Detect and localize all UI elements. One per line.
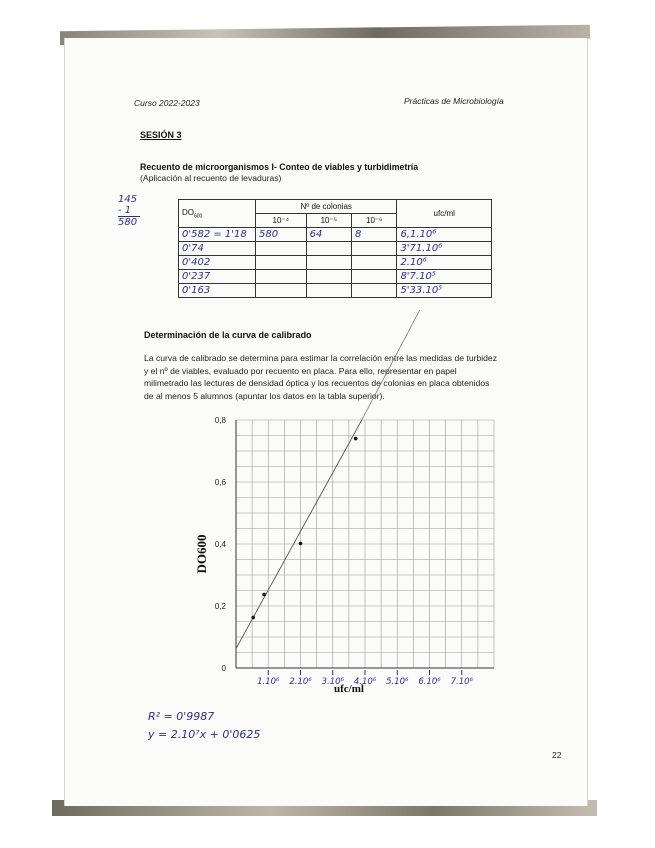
fit-line-extension (362, 310, 420, 420)
do-cell: 0'237 (179, 270, 256, 284)
paragraph-line: y el nº de viables, evaluado por recuento en placa. Para ello, representar en papel (144, 365, 457, 376)
ufc-cell: 5'33.10⁵ (397, 284, 492, 298)
paragraph-line: de al menos 5 alumnos (apuntar los datos en la tabla superior). (144, 390, 385, 401)
do-header-sub: 600 (194, 213, 203, 220)
ufc-cell: 3'71.10⁶ (397, 242, 492, 256)
dilution-header: 10⁻⁴ (256, 214, 307, 228)
fit-line (236, 420, 362, 649)
section1-subtitle: (Aplicación al recuento de levaduras) (140, 173, 282, 183)
data-point (262, 593, 266, 597)
y-tick-label: 0,2 (214, 602, 226, 611)
margin-note-line: - 1 (118, 205, 140, 217)
x-tick-label: 1.10⁶ (257, 677, 280, 687)
dilution-header: 10⁻⁵ (306, 214, 351, 228)
count-cell: 8 (352, 228, 397, 242)
margin-note-line: 145 (118, 194, 138, 205)
do-header-label: DO (182, 207, 194, 217)
x-tick-label: 3.10⁶ (321, 677, 344, 687)
ufc-cell: 8'7.10⁵ (397, 270, 492, 284)
do-cell: 0'402 (179, 256, 256, 270)
y-tick-label: 0 (221, 664, 226, 673)
y-axis-label: DO600 (194, 534, 209, 574)
do-cell: 0'163 (179, 284, 256, 298)
ufc-header: ufc/ml (397, 200, 492, 228)
dilution-header: 10⁻⁶ (352, 214, 397, 228)
section2-title: Determinación de la curva de calibrado (144, 330, 312, 340)
x-tick-label: 2.10⁶ (289, 677, 312, 687)
page-number: 22 (552, 750, 562, 760)
colonies-header: Nº de colonias (256, 200, 397, 214)
x-tick-label: 5.10⁶ (386, 677, 409, 687)
session-title: SESIÓN 3 (140, 130, 182, 140)
paragraph-line: milimetrado las lecturas de densidad óptica y los recuentos de colonias en placa obtenidos (144, 378, 490, 388)
count-cell: 64 (306, 228, 351, 242)
data-point (299, 542, 303, 546)
count-cell: 580 (256, 228, 307, 242)
subject-header: Prácticas de Microbiología (404, 96, 504, 106)
data-point (251, 616, 255, 620)
r2-note: R² = 0'9987 (148, 710, 215, 723)
do-cell: 0'582 = 1'18 (179, 228, 256, 242)
y-tick-label: 0,8 (214, 416, 226, 425)
x-tick-label: 6.10⁶ (418, 677, 441, 687)
equation-note: y = 2.10⁷x + 0'0625 (148, 728, 261, 741)
x-axis-label: ufc/ml (334, 683, 364, 695)
do-cell: 0'74 (179, 242, 256, 256)
paragraph-line: La curva de calibrado se determina para estimar la correlación entre las medidas de turbidez (144, 353, 498, 363)
section1-title: Recuento de microorganismos I- Conteo de viables y turbidimetría (140, 162, 419, 172)
margin-note-line: 580 (118, 217, 138, 228)
y-tick-label: 0,4 (214, 540, 226, 549)
course-header: Curso 2022-2023 (134, 98, 200, 108)
ufc-cell: 2.10⁶ (397, 256, 492, 270)
y-tick-label: 0,6 (214, 478, 226, 487)
data-point (354, 437, 358, 441)
x-tick-label: 4.10⁶ (353, 677, 377, 687)
ufc-cell: 6,1.10⁶ (397, 228, 492, 242)
x-tick-label: 7.10⁶ (450, 677, 473, 687)
